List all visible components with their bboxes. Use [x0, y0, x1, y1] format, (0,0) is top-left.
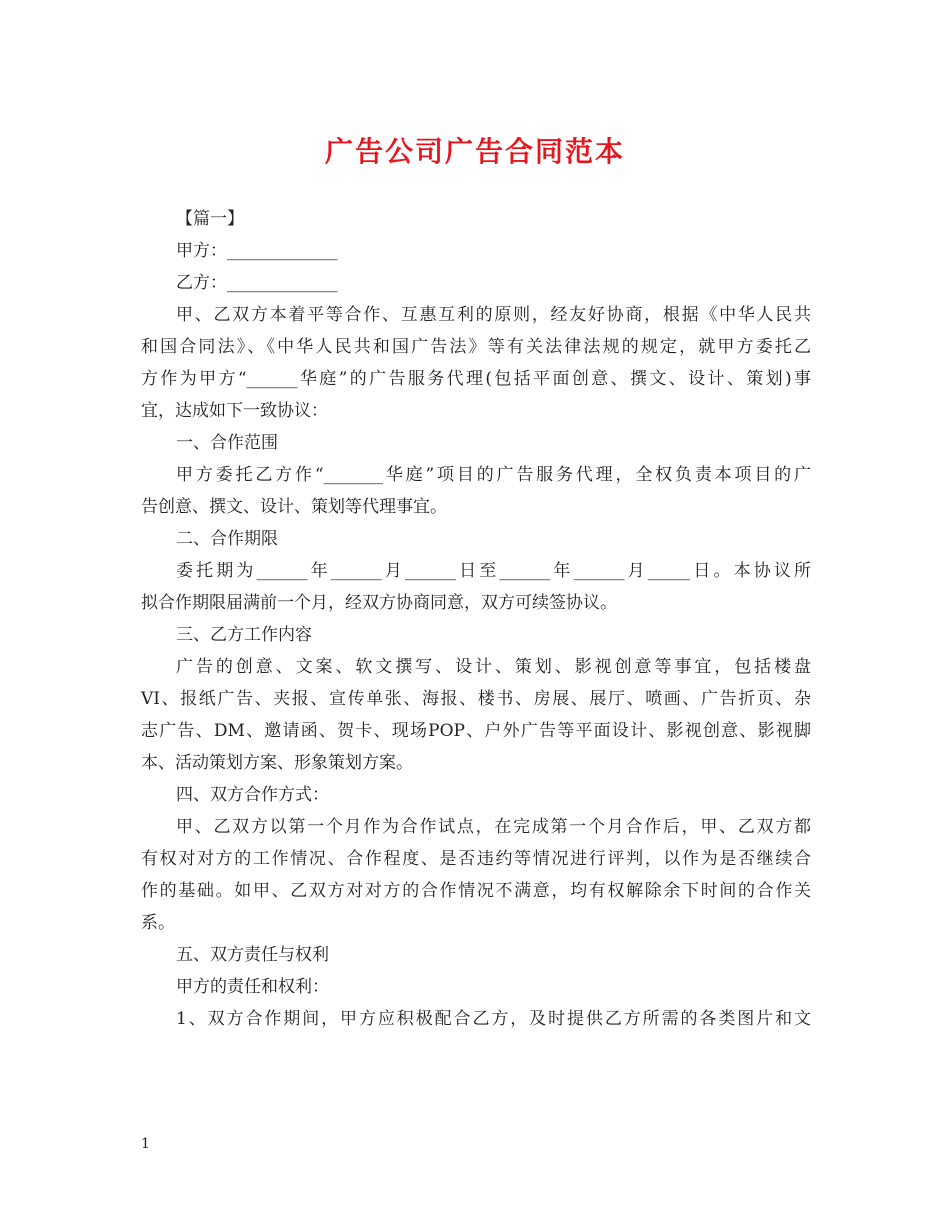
text-line: 二、合作期限 [176, 529, 278, 549]
text-line: 甲、乙双方本着平等合作、互惠互利的原则，经友好协商，根据《中华人民共 [176, 305, 811, 325]
text-line: 作的基础。如甲、乙双方对对方的合作情况不满意，均有权解除余下时间的合作关 [141, 881, 811, 901]
text-line: 广告的创意、文案、软文撰写、设计、策划、影视创意等事宜，包括楼盘 [176, 657, 811, 677]
text-line: 系。 [141, 913, 175, 933]
document-title: 广告公司广告合同范本 [324, 135, 625, 168]
text-line: 甲方的责任和权利： [176, 977, 329, 997]
text-line: 五、双方责任与权利 [176, 945, 329, 965]
text-line: 委托期为______年______月______日至______年______月_____日。本协议所 [176, 561, 811, 581]
text-line: 1、双方合作期间，甲方应积极配合乙方，及时提供乙方所需的各类图片和文 [176, 1009, 811, 1029]
text-line: 一、合作范围 [176, 433, 278, 453]
text-line: 本、活动策划方案、形象策划方案。 [141, 753, 413, 773]
text-line: 【篇一】 [176, 209, 244, 229]
text-line: 宜，达成如下一致协议： [141, 401, 328, 421]
text-line: VI、报纸广告、夹报、宣传单张、海报、楼书、房展、展厅、喷画、广告折页、杂 [141, 689, 811, 709]
text-line: 有权对对方的工作情况、合作程度、是否违约等情况进行评判，以作为是否继续合 [141, 849, 811, 869]
text-line: 乙方：_____________ [176, 273, 338, 293]
text-line: 甲方：_____________ [176, 241, 338, 261]
text-line: 拟合作期限届满前一个月，经双方协商同意，双方可续签协议。 [141, 593, 617, 613]
text-line: 方作为甲方“______华庭”的广告服务代理(包括平面创意、撰文、设计、策划)事 [141, 369, 811, 389]
text-line: 甲方委托乙方作“_______华庭”项目的广告服务代理，全权负责本项目的广 [176, 465, 811, 485]
text-line: 甲、乙双方以第一个月作为合作试点，在完成第一个月合作后，甲、乙双方都 [176, 817, 811, 837]
text-line: 和国合同法》、《中华人民共和国广告法》等有关法律法规的规定，就甲方委托乙 [141, 337, 811, 357]
text-line: 志广告、DM、邀请函、贺卡、现场POP、户外广告等平面设计、影视创意、影视脚 [141, 721, 811, 741]
page-number: 1 [141, 1136, 150, 1152]
text-line: 四、双方合作方式： [176, 785, 329, 805]
text-line: 告创意、撰文、设计、策划等代理事宜。 [141, 497, 447, 517]
document-body [141, 203, 811, 1035]
text-line: 三、乙方工作内容 [176, 625, 312, 645]
